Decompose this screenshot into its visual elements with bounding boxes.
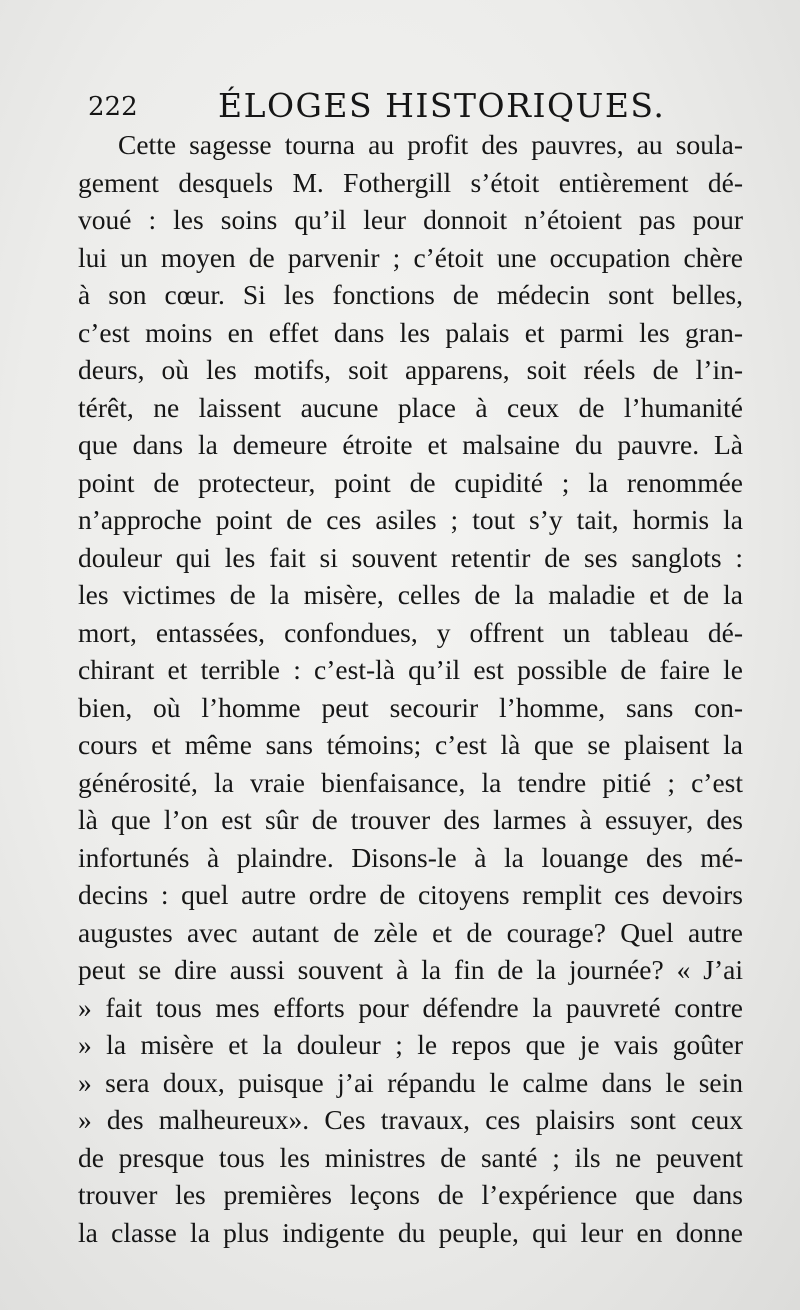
text-line: » des malheureux». Ces travaux, ces plaisirs sont ceux	[78, 1104, 743, 1135]
page-number: 222	[88, 92, 138, 122]
text-line: peut se dire aussi souvent à la fin de la journée? « J’ai	[78, 954, 743, 985]
text-line: douleur qui les fait si souvent retentir de ses sanglots :	[78, 541, 743, 573]
text-line: gement desquels M. Fothergill s’étoit entièrement dé-	[78, 166, 743, 198]
text-line: augustes avec autant de zèle et de courage? Quel autre	[78, 916, 743, 948]
text-line: mort, entassées, confondues, y offrent un tableau dé-	[78, 616, 743, 648]
text-line: » la misère et la douleur ; le repos que je vais goûter	[78, 1029, 743, 1060]
body-text	[78, 126, 743, 1251]
text-line: » fait tous mes efforts pour défendre la pauvreté contre	[78, 991, 743, 1023]
text-line: decins : quel autre ordre de citoyens remplit ces devoirs	[78, 879, 743, 910]
text-line: » sera doux, puisque j’ai répandu le calme dans le sein	[78, 1066, 743, 1098]
text-line: les victimes de la misère, celles de la maladie et de la	[78, 579, 743, 610]
text-line: à son cœur. Si les fonctions de médecin sont belles,	[78, 279, 743, 310]
text-line: Cette sagesse tourna au profit des pauvres, au soula-	[118, 129, 743, 160]
text-line: deurs, où les motifs, soit apparens, soit réels de l’in-	[78, 354, 743, 385]
text-line: de presque tous les ministres de santé ; ils ne peuvent	[78, 1141, 743, 1173]
text-line: bien, où l’homme peut secourir l’homme, sans con-	[78, 691, 743, 723]
text-line: n’approche point de ces asiles ; tout s’y tait, hormis la	[78, 504, 743, 535]
text-line: cours et même sans témoins; c’est là que se plaisent la	[78, 729, 743, 760]
text-line: lui un moyen de parvenir ; c’étoit une occupation chère	[78, 241, 743, 273]
text-line: la classe la plus indigente du peuple, qui leur en donne	[78, 1216, 743, 1248]
text-line: c’est moins en effet dans les palais et parmi les gran-	[78, 316, 743, 348]
text-line: infortunés à plaindre. Disons-le à la louange des mé-	[78, 841, 743, 873]
text-line: là que l’on est sûr de trouver des larmes à essuyer, des	[78, 804, 743, 835]
text-line: que dans la demeure étroite et malsaine du pauvre. Là	[78, 429, 743, 460]
text-line: point de protecteur, point de cupidité ; la renommée	[78, 466, 743, 498]
running-title: ÉLOGES HISTORIQUES.	[218, 86, 666, 125]
text-line: voué : les soins qu’il leur donnoit n’étoient pas pour	[78, 204, 743, 235]
text-line: chirant et terrible : c’est-là qu’il est possible de faire le	[78, 654, 743, 685]
text-line: générosité, la vraie bienfaisance, la tendre pitié ; c’est	[78, 766, 743, 798]
text-line: trouver les premières leçons de l’expérience que dans	[78, 1179, 743, 1210]
text-line: térêt, ne laissent aucune place à ceux de l’humanité	[78, 391, 743, 423]
page-header	[88, 86, 666, 128]
